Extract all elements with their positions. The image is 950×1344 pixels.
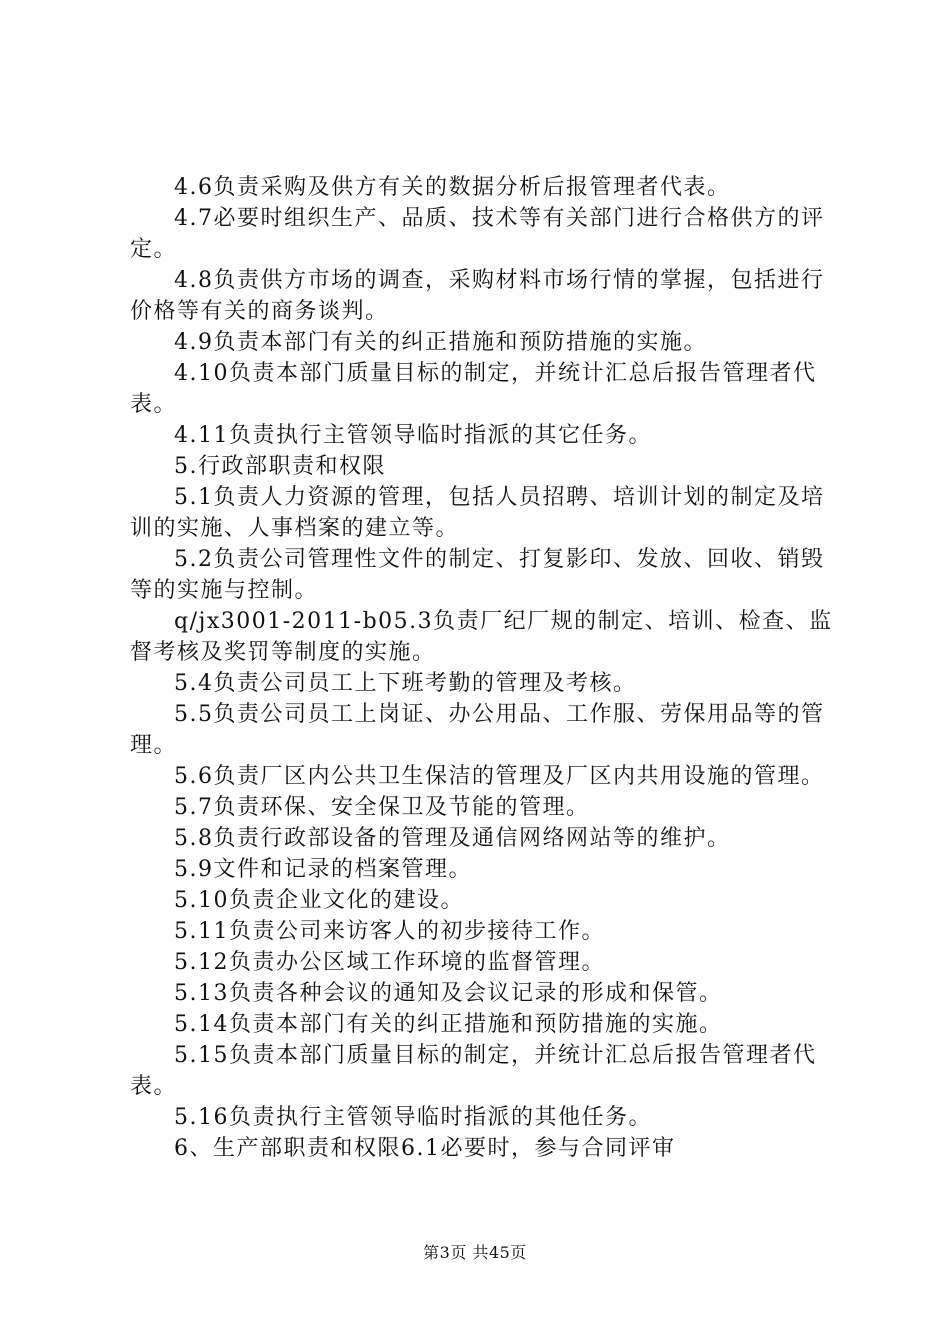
page-number-footer: 第3页 共45页 bbox=[423, 1243, 527, 1262]
paragraph: 5.7负责环保、安全保卫及节能的管理。 bbox=[174, 795, 590, 820]
paragraph: 5.1负责人力资源的管理，包括人员招聘、培训计划的制定及培训的实施、人事档案的建立等。 bbox=[130, 485, 825, 541]
paragraph: 5.11负责公司来访客人的初步接待工作。 bbox=[174, 919, 605, 944]
document-body bbox=[130, 172, 845, 1164]
paragraph: 6、生产部职责和权限6.1必要时，参与合同评审 bbox=[174, 1136, 676, 1161]
paragraph: q/jx3001-2011-b05.3负责厂纪厂规的制定、培训、检查、监督考核及奖罚等制度的实施。 bbox=[130, 609, 833, 665]
paragraph: 5.15负责本部门质量目标的制定，并统计汇总后报告管理者代表。 bbox=[130, 1043, 817, 1099]
paragraph: 5.14负责本部门有关的纠正措施和预防措施的实施。 bbox=[174, 1012, 723, 1037]
paragraph: 4.11负责执行主管领导临时指派的其它任务。 bbox=[174, 423, 652, 448]
paragraph: 5.2负责公司管理性文件的制定、打复影印、发放、回收、销毁等的实施与控制。 bbox=[130, 547, 825, 603]
paragraph: 5.9文件和记录的档案管理。 bbox=[174, 857, 472, 882]
paragraph: 5.8负责行政部设备的管理及通信网络网站等的维护。 bbox=[174, 826, 731, 851]
paragraph: 4.9负责本部门有关的纠正措施和预防措施的实施。 bbox=[174, 330, 707, 355]
paragraph: 4.7必要时组织生产、品质、技术等有关部门进行合格供方的评定。 bbox=[130, 206, 825, 262]
paragraph: 5.6负责厂区内公共卫生保洁的管理及厂区内共用设施的管理。 bbox=[174, 764, 825, 789]
paragraph: 5.5负责公司员工上岗证、办公用品、工作服、劳保用品等的管理。 bbox=[130, 702, 825, 758]
paragraph: 5.4负责公司员工上下班考勤的管理及考核。 bbox=[174, 671, 637, 696]
paragraph: 4.8负责供方市场的调查，采购材料市场行情的掌握，包括进行价格等有关的商务谈判。 bbox=[130, 268, 825, 324]
paragraph: 4.10负责本部门质量目标的制定，并统计汇总后报告管理者代表。 bbox=[130, 361, 817, 417]
paragraph: 5.13负责各种会议的通知及会议记录的形成和保管。 bbox=[174, 981, 723, 1006]
paragraph: 5.16负责执行主管领导临时指派的其他任务。 bbox=[174, 1105, 652, 1130]
section-heading: 5.行政部职责和权限 bbox=[174, 454, 386, 479]
paragraph: 4.6负责采购及供方有关的数据分析后报管理者代表。 bbox=[174, 175, 731, 200]
paragraph: 5.12负责办公区域工作环境的监督管理。 bbox=[174, 950, 605, 975]
paragraph: 5.10负责企业文化的建设。 bbox=[174, 888, 464, 913]
